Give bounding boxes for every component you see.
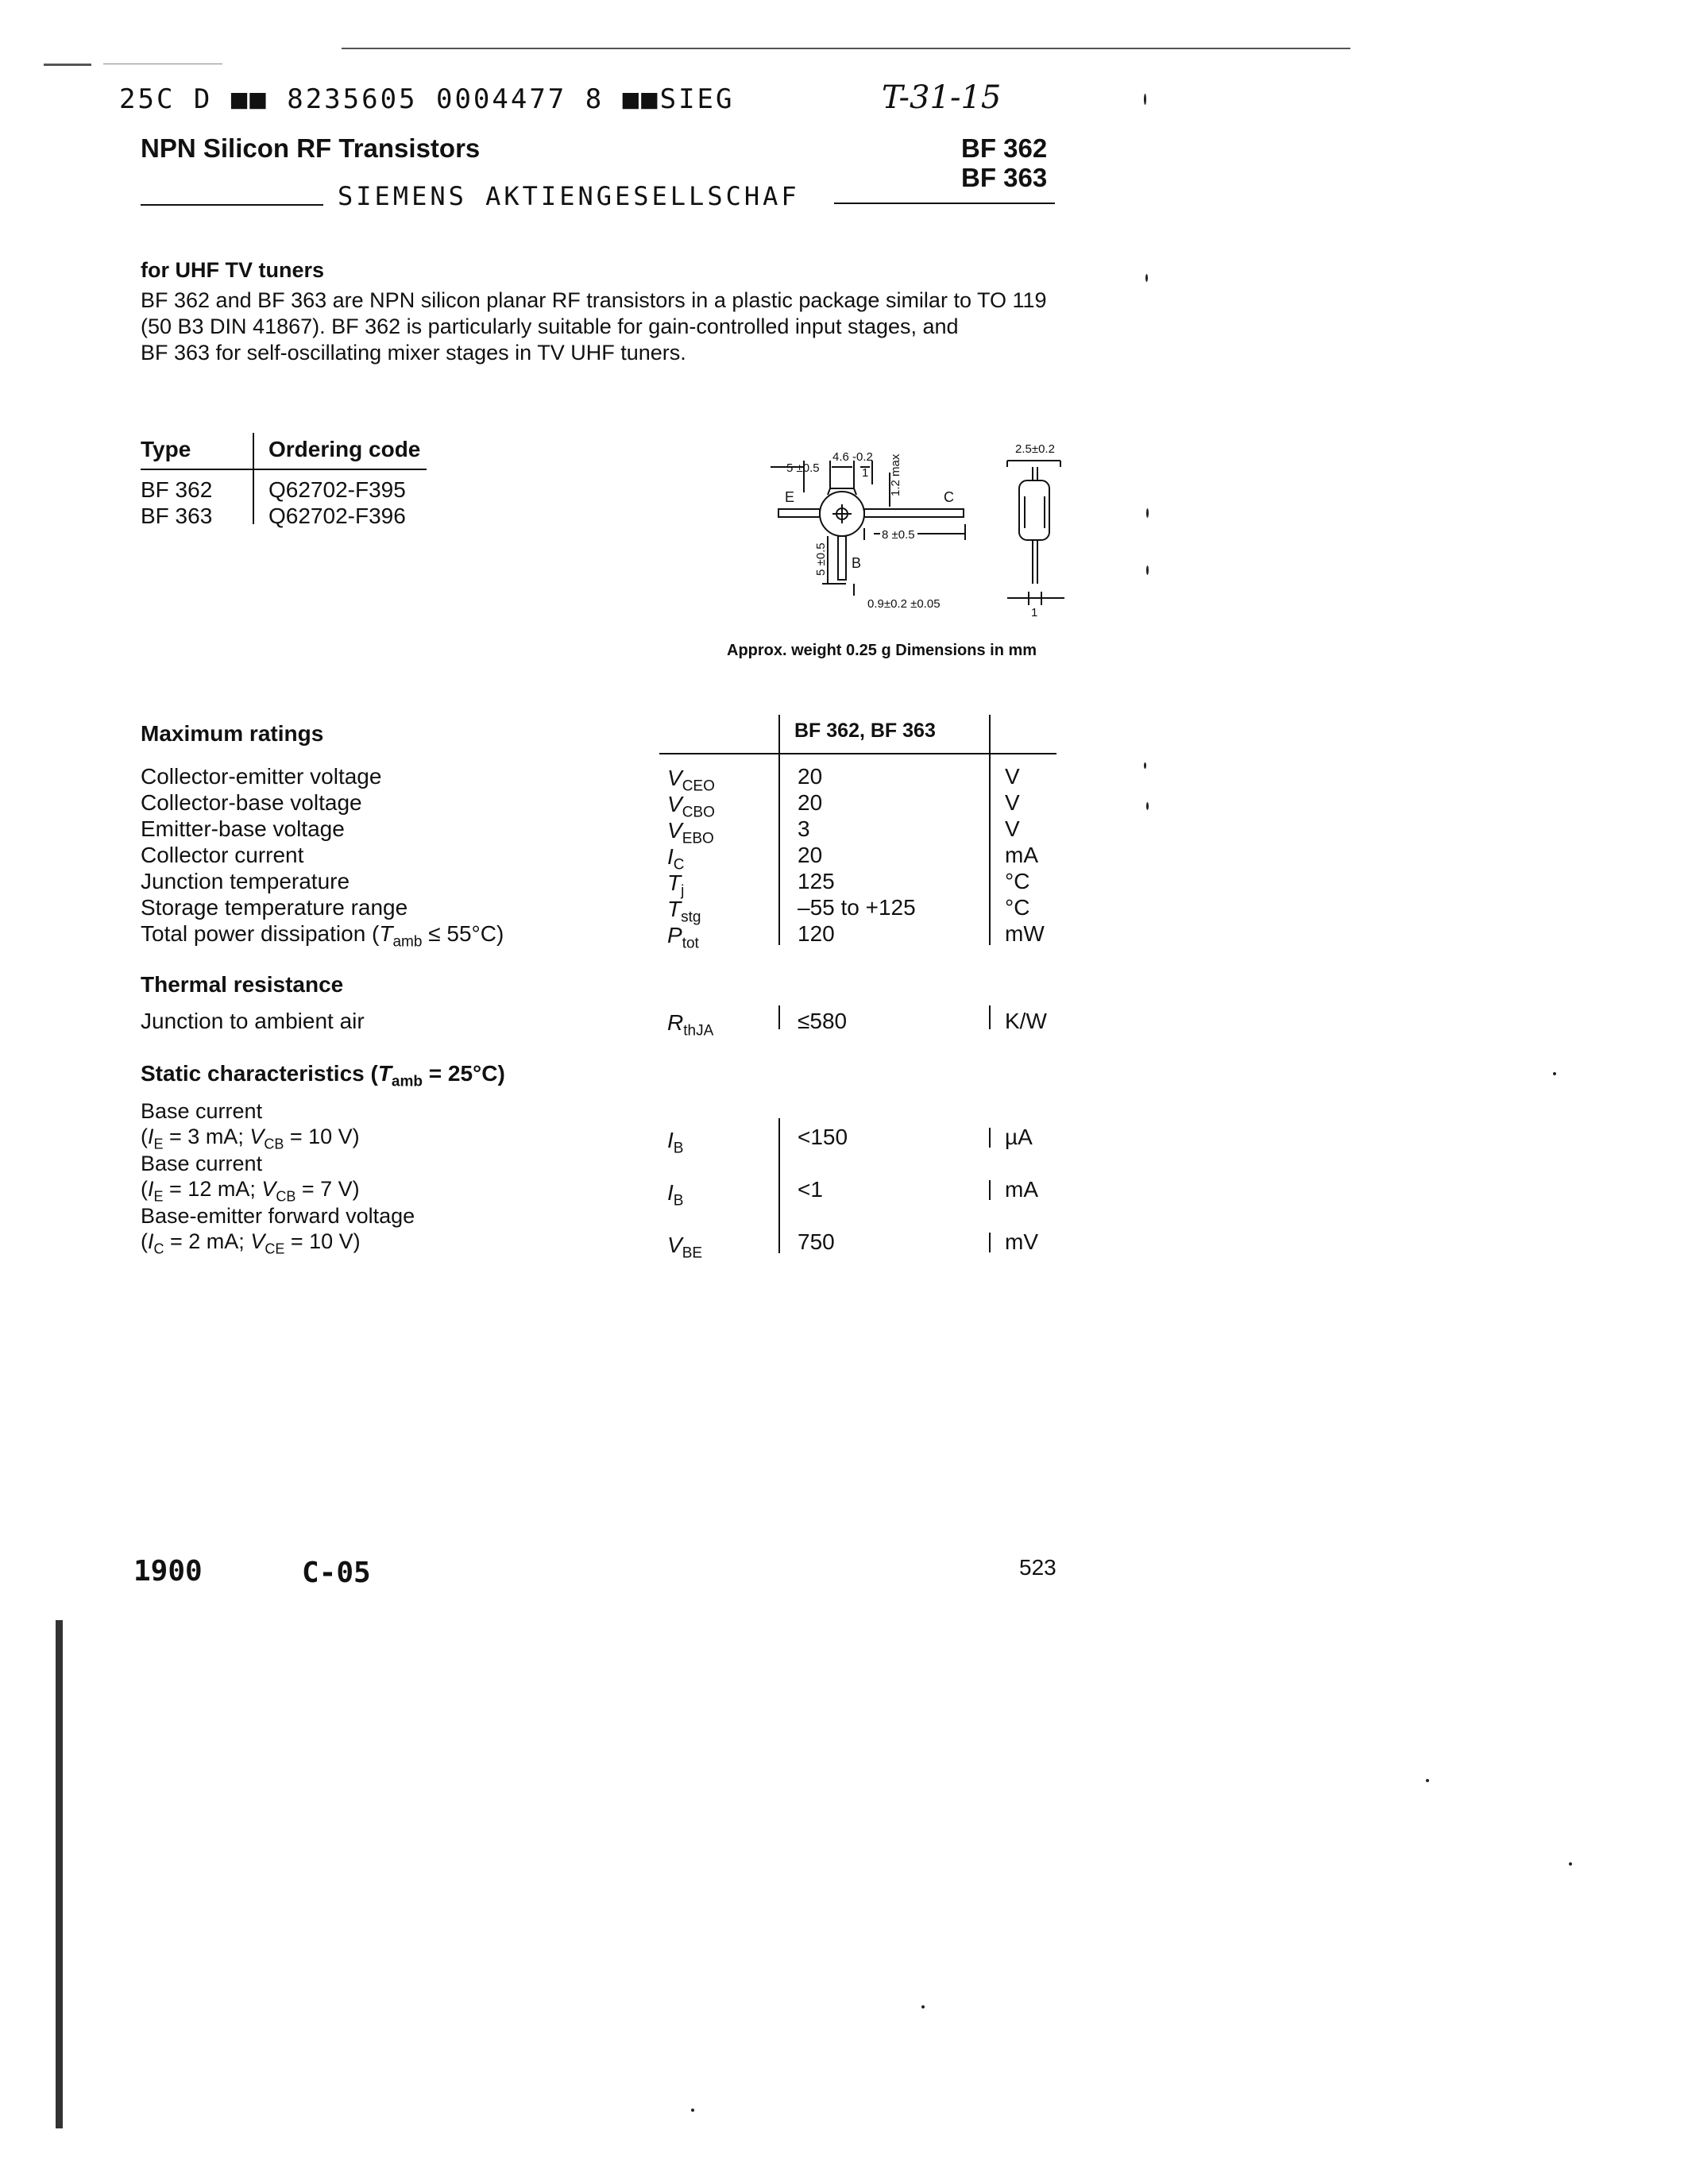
static-condition-part: CE xyxy=(265,1241,285,1257)
static-param-title: Base current xyxy=(141,1099,263,1123)
static-heading-sub: amb xyxy=(391,1073,423,1090)
static-divider-3 xyxy=(989,1180,991,1200)
scan-speck xyxy=(1553,1072,1556,1075)
max-rating-value: 120 xyxy=(798,921,835,946)
dim-label-5: 8 ±0.5 xyxy=(882,528,915,542)
footer-code-1: 1900 xyxy=(133,1555,203,1588)
thermal-symbol-sub: thJA xyxy=(683,1022,714,1040)
ordering-row-code-1: Q62702-F395 xyxy=(268,477,406,502)
intro-line-2: (50 B3 DIN 41867). BF 362 is particularly suitable for gain-controlled input stages, and xyxy=(141,314,959,338)
dim-label-6: 5 ±0.5 xyxy=(814,542,828,576)
static-condition-part: V xyxy=(249,1125,265,1148)
dim-label-2: 4.6 -0.2 xyxy=(832,450,873,464)
static-condition-part: = 2 mA; xyxy=(164,1229,251,1253)
intro-line-3: BF 363 for self-oscillating mixer stages in TV UHF tuners. xyxy=(141,341,686,365)
static-condition-paren: ( xyxy=(141,1125,148,1148)
static-condition-part: E xyxy=(153,1136,164,1152)
intro-paragraph xyxy=(141,287,1062,366)
max-rating-symbol xyxy=(667,792,715,822)
static-condition-part: V xyxy=(261,1177,276,1201)
max-rating-symbol-main: T xyxy=(667,897,682,921)
scan-header-code: 25C D ■■ 8235605 0004477 8 ■■SIEG xyxy=(119,83,735,115)
max-rating-value: –55 to +125 xyxy=(798,895,916,920)
static-heading-sym: T xyxy=(377,1061,392,1086)
intro-line-1: BF 362 and BF 363 are NPN silicon planar RF transistors in a plastic package similar to TO 119 xyxy=(141,288,1047,312)
static-condition-part: CB xyxy=(264,1136,284,1152)
static-param-condition xyxy=(141,1229,361,1257)
scan-speck xyxy=(1426,1779,1429,1782)
max-rating-symbol-sub: j xyxy=(681,882,685,900)
static-param-condition xyxy=(141,1125,360,1152)
static-symbol xyxy=(667,1180,683,1210)
max-rating-symbol xyxy=(667,844,685,874)
pin-label-e: E xyxy=(785,489,795,505)
max-rating-value: 20 xyxy=(798,843,823,867)
static-condition-paren: ( xyxy=(141,1229,148,1253)
max-rating-param: Storage temperature range xyxy=(141,895,408,920)
max-rating-param: Collector-emitter voltage xyxy=(141,764,382,789)
static-value: <1 xyxy=(798,1177,823,1202)
max-ratings-heading: Maximum ratings xyxy=(141,721,324,746)
max-rating-unit: V xyxy=(1005,790,1020,815)
max-rating-unit: V xyxy=(1005,816,1020,841)
company-rule-right xyxy=(834,203,1055,204)
intro-heading: for UHF TV tuners xyxy=(141,258,325,282)
max-rating-symbol-main: T xyxy=(667,870,682,895)
scan-speck xyxy=(1144,762,1146,769)
max-rating-unit: mW xyxy=(1005,921,1045,946)
ordering-col-divider xyxy=(253,433,254,524)
dim-label-3: 1 xyxy=(862,466,869,480)
dim-label-8: 2.5±0.2 xyxy=(1015,442,1055,456)
thermal-symbol-main: R xyxy=(667,1010,684,1035)
max-rating-symbol-sub: tot xyxy=(682,935,699,952)
max-rating-param xyxy=(141,921,504,951)
max-rating-symbol-sub: EBO xyxy=(682,830,714,847)
static-param-condition xyxy=(141,1177,360,1205)
max-rating-symbol-sub: CBO xyxy=(682,804,715,821)
static-condition-part: = 7 V) xyxy=(295,1177,360,1201)
static-symbol-sub: B xyxy=(673,1140,684,1157)
static-symbol-main: I xyxy=(667,1180,674,1205)
max-rating-unit: V xyxy=(1005,764,1020,789)
static-heading xyxy=(141,1061,505,1091)
max-rating-value: 3 xyxy=(798,816,810,841)
static-condition-part: = 10 V) xyxy=(284,1229,361,1253)
max-rating-param: Emitter-base voltage xyxy=(141,816,345,841)
max-rating-value: 20 xyxy=(798,790,823,815)
static-condition-part: V xyxy=(250,1229,265,1253)
max-rating-param-suffix: ≤ 55°C) xyxy=(422,921,504,946)
max-rating-unit: mA xyxy=(1005,843,1038,867)
max-rating-unit: °C xyxy=(1005,895,1030,920)
scan-speck xyxy=(921,2005,925,2008)
max-ratings-header-rule xyxy=(659,753,1056,754)
max-rating-symbol-main: V xyxy=(667,766,682,790)
static-symbol-main: I xyxy=(667,1128,674,1152)
max-ratings-col-header: BF 362, BF 363 xyxy=(794,720,936,742)
scan-top-rule xyxy=(342,48,1350,49)
static-divider-4 xyxy=(989,1233,991,1252)
max-rating-symbol-main: V xyxy=(667,792,682,816)
scan-speck xyxy=(1569,1862,1572,1866)
static-symbol xyxy=(667,1128,683,1158)
max-rating-param-sub: amb xyxy=(392,933,423,951)
static-condition-part: I xyxy=(148,1125,154,1148)
thermal-symbol xyxy=(667,1010,713,1040)
static-unit: mV xyxy=(1005,1229,1038,1254)
static-condition-part: I xyxy=(148,1177,154,1201)
static-condition-part: E xyxy=(153,1188,164,1205)
static-condition-part: = 3 mA; xyxy=(163,1125,250,1148)
static-symbol-sub: B xyxy=(673,1192,684,1210)
static-unit: µA xyxy=(1005,1125,1033,1149)
max-rating-symbol-main: V xyxy=(667,818,682,843)
page-number: 523 xyxy=(1019,1555,1056,1580)
static-divider-2 xyxy=(989,1128,991,1148)
static-symbol-main: V xyxy=(667,1233,682,1257)
thermal-value: ≤580 xyxy=(798,1009,848,1033)
max-rating-value: 125 xyxy=(798,869,835,893)
thermal-divider-2 xyxy=(989,1005,991,1029)
company-name: SIEMENS AKTIENGESELLSCHAF xyxy=(338,181,800,211)
static-symbol xyxy=(667,1233,702,1263)
max-rating-param: Collector-base voltage xyxy=(141,790,362,815)
dim-label-9: 1 xyxy=(1031,606,1038,619)
max-ratings-divider-1 xyxy=(778,715,780,945)
max-rating-symbol xyxy=(667,897,701,927)
footer-code-2: C-05 xyxy=(302,1557,371,1589)
package-dimension-drawing xyxy=(755,429,1072,619)
max-rating-param-sym: T xyxy=(379,921,393,946)
static-condition-paren: ( xyxy=(141,1177,148,1201)
pin-label-b: B xyxy=(852,555,862,571)
document-title: NPN Silicon RF Transistors xyxy=(141,133,481,163)
static-unit: mA xyxy=(1005,1177,1038,1202)
max-rating-param: Collector current xyxy=(141,843,304,867)
pin-label-c: C xyxy=(944,489,954,505)
scan-speck xyxy=(1146,802,1149,810)
dim-label-1: 5 ±0.5 xyxy=(786,461,820,475)
drawing-caption: Approx. weight 0.25 g Dimensions in mm xyxy=(727,642,1037,659)
static-value: 750 xyxy=(798,1229,835,1254)
company-rule-left xyxy=(141,204,323,206)
thermal-divider-1 xyxy=(778,1005,780,1029)
thermal-unit: K/W xyxy=(1005,1009,1047,1033)
scan-speck xyxy=(1144,94,1146,105)
ordering-row-type-1: BF 362 xyxy=(141,477,213,502)
max-rating-unit: °C xyxy=(1005,869,1030,893)
ordering-col-type: Type xyxy=(141,437,191,461)
ordering-row-type-2: BF 363 xyxy=(141,504,213,528)
max-rating-symbol-sub: stg xyxy=(681,909,701,926)
static-heading-prefix: Static characteristics ( xyxy=(141,1061,378,1086)
max-rating-param-prefix: Total power dissipation ( xyxy=(141,921,380,946)
handwritten-reference: T-31-15 xyxy=(882,79,1002,116)
max-rating-symbol xyxy=(667,818,714,848)
scan-speck xyxy=(691,2109,694,2112)
static-condition-part: I xyxy=(148,1229,154,1253)
max-rating-value: 20 xyxy=(798,764,823,789)
scan-speck xyxy=(1146,565,1149,575)
static-condition-part: = 12 mA; xyxy=(163,1177,262,1201)
static-param-title: Base-emitter forward voltage xyxy=(141,1204,415,1228)
max-rating-symbol xyxy=(667,870,684,901)
ordering-row-code-2: Q62702-F396 xyxy=(268,504,406,528)
static-param-title: Base current xyxy=(141,1152,263,1175)
max-rating-symbol-main: P xyxy=(667,923,682,947)
max-rating-symbol xyxy=(667,923,699,953)
type-bf362: BF 362 xyxy=(961,133,1048,163)
scan-speck xyxy=(1146,508,1149,518)
max-rating-symbol-sub: CEO xyxy=(682,778,715,795)
static-symbol-sub: BE xyxy=(682,1244,703,1262)
scan-left-edge-bar xyxy=(56,1620,63,2128)
max-rating-symbol-sub: C xyxy=(673,856,685,874)
max-rating-symbol xyxy=(667,766,715,796)
static-condition-part: = 10 V) xyxy=(284,1125,360,1148)
ordering-header-rule xyxy=(141,469,427,470)
dim-label-4: 1.2 max xyxy=(889,453,902,496)
scan-top-rule-left xyxy=(44,64,91,66)
scan-speck xyxy=(1145,274,1148,282)
ordering-col-code: Ordering code xyxy=(268,437,421,461)
max-ratings-divider-2 xyxy=(989,715,991,945)
static-value: <150 xyxy=(798,1125,848,1149)
static-divider-1 xyxy=(778,1118,780,1253)
thermal-param: Junction to ambient air xyxy=(141,1009,365,1033)
max-rating-param: Junction temperature xyxy=(141,869,350,893)
static-heading-suffix: = 25°C) xyxy=(423,1061,505,1086)
type-bf363: BF 363 xyxy=(961,163,1048,192)
max-rating-symbol-main: I xyxy=(667,844,674,869)
thermal-heading: Thermal resistance xyxy=(141,972,344,997)
static-condition-part: CB xyxy=(276,1188,296,1205)
static-condition-part: C xyxy=(153,1241,164,1257)
dim-label-7: 0.9±0.2 ±0.05 xyxy=(867,597,941,611)
